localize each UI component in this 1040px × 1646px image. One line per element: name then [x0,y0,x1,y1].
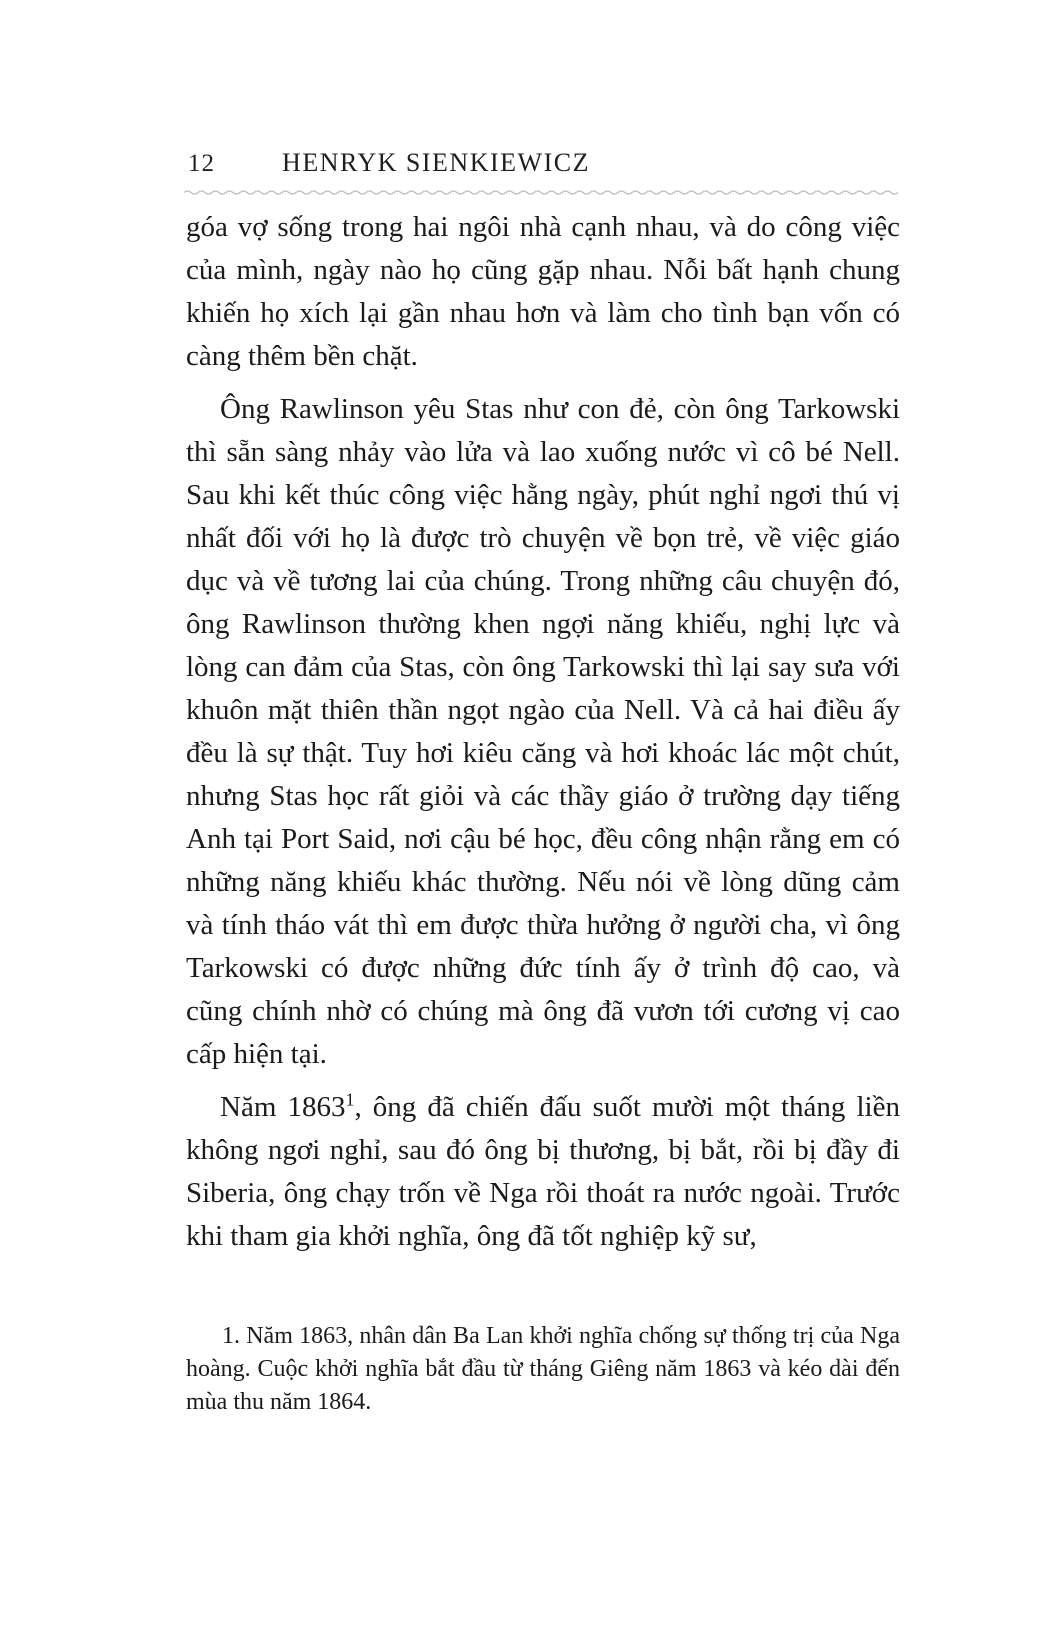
paragraph: góa vợ sống trong hai ngôi nhà cạnh nhau, và do công việc của mình, ngày nào họ cũng gặp nhau. Nỗi bất hạnh chung khiến họ xích lại gần nhau hơn và làm cho tình bạn vốn có càng thêm bền chặt. [186,211,900,372]
paragraph-text: , ông đã chiến đấu suốt mười một tháng liền không ngơi nghỉ, sau đó ông bị thương, bị bắt, rồi bị đầy đi Siberia, ông chạy trốn về Nga rồi thoát ra nước ngoài. Trước khi tham gia khởi nghĩa, ông đã tốt nghiệp kỹ sư, [186,1091,900,1252]
paragraph [186,1086,900,1258]
page-body [186,206,900,1258]
wavy-divider [184,188,900,197]
paragraph-text: Năm 1863 [220,1091,346,1123]
paragraph: Ông Rawlinson yêu Stas như con đẻ, còn ông Tarkowski thì sẵn sàng nhảy vào lửa và lao xuống nước vì cô bé Nell. Sau khi kết thúc công việc hằng ngày, phút nghỉ ngơi thú vị nhất đối với họ là được trò chuyện về bọn trẻ, về việc giáo dục và về tương lai của chúng. Trong những câu chuyện đó, ông Rawlinson thường khen ngợi năng khiếu, nghị lực và lòng can đảm của Stas, còn ông Tarkowski thì lại say sưa với khuôn mặt thiên thần ngọt ngào của Nell. Và cả hai điều ấy đều là sự thật. Tuy hơi kiêu căng và hơi khoác lác một chút, nhưng Stas học rất giỏi và các thầy giáo ở trường dạy tiếng Anh tại Port Said, nơi cậu bé học, đều công nhận rằng em có những năng khiếu khác thường. Nếu nói về lòng dũng cảm và tính tháo vát thì em được thừa hưởng ở người cha, vì ông Tarkowski có được những đức tính ấy ở trình độ cao, và cũng chính nhờ có chúng mà ông đã vươn tới cương vị cao cấp hiện tại. [186,393,900,1070]
footnote-text: 1. Năm 1863, nhân dân Ba Lan khởi nghĩa chống sự thống trị của Nga hoàng. Cuộc khởi nghĩa bắt đầu từ tháng Giêng năm 1863 và kéo dài đến mùa thu năm 1864. [186,1323,900,1415]
running-title: HENRYK SIENKIEWICZ [282,148,590,177]
page-number: 12 [188,150,215,177]
footnote-reference: 1 [345,1089,355,1110]
wavy-divider-path [184,191,898,194]
footnote-block [186,1320,900,1419]
page-header [186,148,902,182]
